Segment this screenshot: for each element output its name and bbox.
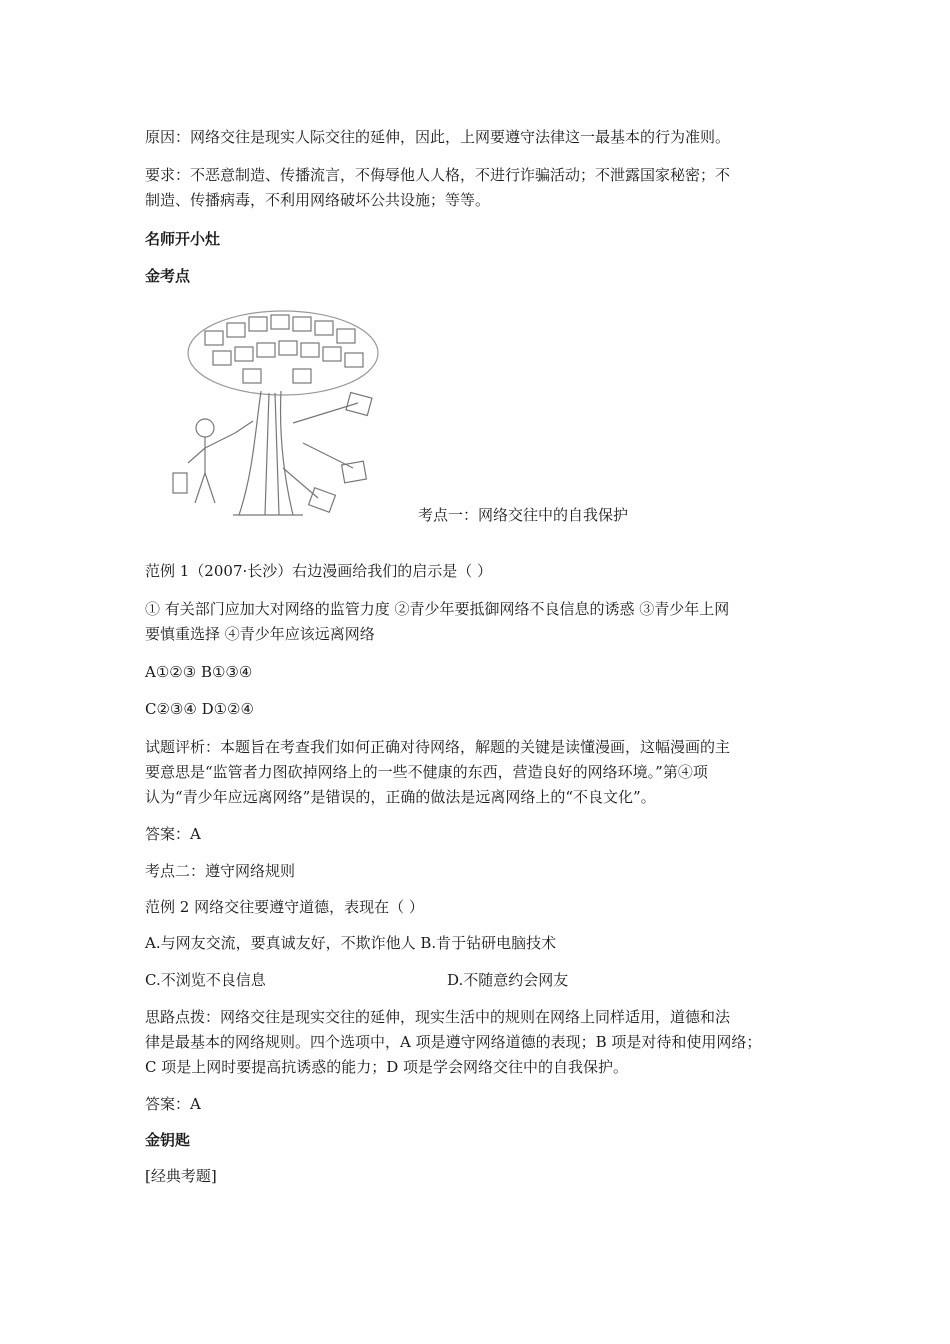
example-2-option-c: C.不浏览不良信息	[145, 971, 266, 989]
paragraph-reason: 原因：网络交往是现实人际交往的延伸，因此，上网要遵守法律这一最基本的行为准则。	[145, 128, 731, 146]
paragraph-requirement-line2: 制造、传播病毒，不利用网络破坏公共设施；等等。	[145, 191, 491, 209]
paragraph-requirement-line1: 要求：不恶意制造、传播流言，不侮辱他人人格，不进行诈骗活动；不泄露国家秘密；不	[145, 166, 731, 184]
answer-1: 答案：A	[145, 825, 201, 843]
example-1-question: 范例 1（2007·长沙）右边漫画给我们的启示是（ ）	[145, 562, 493, 580]
hint-line3: C 项是上网时要提高抗诱惑的能力；D 项是学会网络交往中的自我保护。	[145, 1058, 629, 1076]
cartoon-illustration	[143, 303, 393, 525]
heading-teacher-tips: 名师开小灶	[145, 230, 221, 248]
heading-golden-key: 金钥匙	[145, 1131, 191, 1149]
choices-c-d: C②③④ D①②④	[145, 700, 254, 718]
example-2-option-d: D.不随意约会网友	[447, 971, 569, 989]
example-1-options-line1: ① 有关部门应加大对网络的监管力度 ②青少年要抵御网络不良信息的诱惑 ③青少年上网	[145, 600, 730, 618]
example-1-options-line2: 要慎重选择 ④青少年应该远离网络	[145, 625, 375, 643]
hint-line2: 律是最基本的网络规则。四个选项中，A 项是遵守网络道德的表现；B 项是对待和使用网络；	[145, 1033, 762, 1051]
caption-point-one: 考点一：网络交往中的自我保护	[418, 506, 629, 524]
choices-a-b: A①②③ B①③④	[145, 663, 253, 681]
heading-key-points: 金考点	[145, 267, 191, 285]
answer-2: 答案：A	[145, 1095, 201, 1113]
example-2-options-ab: A.与网友交流，要真诚友好，不欺诈他人 B.肯于钻研电脑技术	[145, 934, 557, 952]
analysis-line1: 试题评析：本题旨在考查我们如何正确对待网络，解题的关键是读懂漫画，这幅漫画的主	[145, 738, 731, 756]
example-2-question: 范例 2 网络交往要遵守道德，表现在（ ）	[145, 898, 424, 916]
analysis-line3: 认为“青少年应远离网络”是错误的，正确的做法是远离网络上的“不良文化”。	[145, 788, 656, 806]
analysis-line2: 要意思是“监管者力图砍掉网络上的一些不健康的东西，营造良好的网络环境。”第④项	[145, 763, 708, 781]
network-tree-cartoon	[143, 303, 393, 525]
classic-questions-label: [经典考题]	[145, 1167, 217, 1185]
hint-line1: 思路点拨：网络交往是现实交往的延伸，现实生活中的规则在网络上同样适用，道德和法	[145, 1008, 731, 1026]
point-two-heading: 考点二：遵守网络规则	[145, 862, 296, 880]
